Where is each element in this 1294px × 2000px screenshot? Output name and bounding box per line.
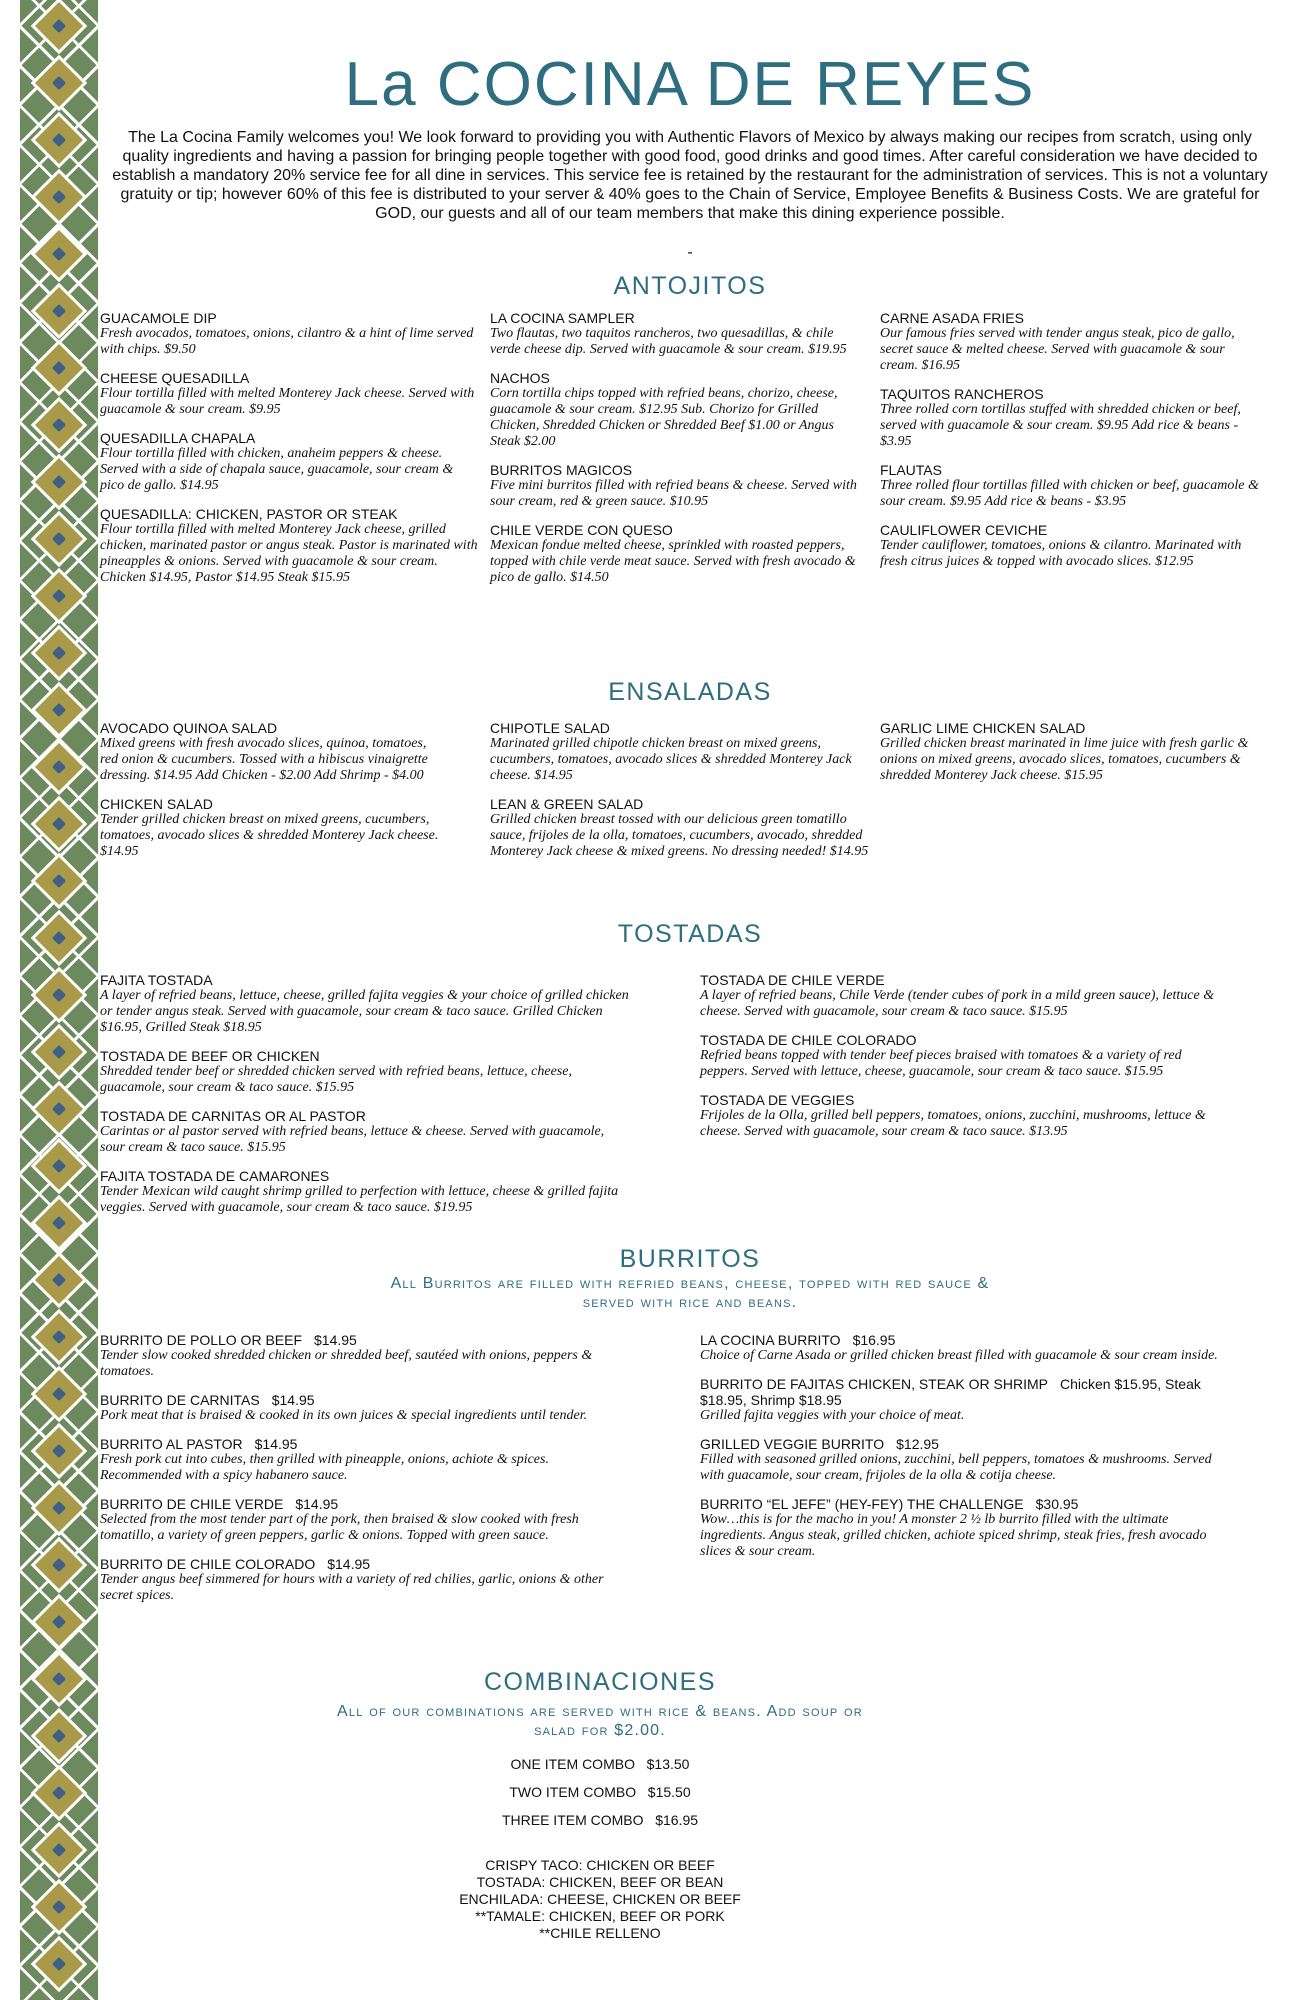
combo-choice: **TAMALE: CHICKEN, BEEF OR PORK (475, 1908, 725, 1924)
menu-item (100, 310, 480, 358)
menu-item-title: QUESADILLA: CHICKEN, PASTOR OR STEAK (100, 506, 398, 522)
menu-item-title: CHICKEN SALAD (100, 796, 213, 812)
menu-item (490, 310, 865, 358)
menu-item-title: FAJITA TOSTADA (100, 972, 213, 988)
menu-item (100, 796, 440, 860)
restaurant-title: La COCINA DE REYES (344, 50, 1036, 119)
menu-item-description: Pork meat that is braised & cooked in its own juices & special ingredients until tender. (100, 1408, 588, 1423)
menu-item (700, 1092, 1230, 1140)
border-tile (31, 1138, 88, 1195)
menu-item (100, 1556, 610, 1604)
menu-item-title: TOSTADA DE CARNITAS OR AL PASTOR (100, 1108, 366, 1124)
menu-item (700, 1496, 1230, 1560)
combo-list (10, 1756, 1190, 1840)
section-title-ensaladas: ENSALADAS (608, 678, 772, 706)
intro-paragraph: The La Cocina Family welcomes you! We look forward to providing you with Authentic Flavors of Mexico by always making our recipes from scratch, using only quality ingredients and having a passion for bringing people together with good food, good drinks and good times. After careful consideration we have decided to establish a mandatory 20% service fee for all dine in services. This service fee is retained by the restaurant for the administration of services. This is not a voluntary gratuity or tip; however 60% of this fee is distributed to your server & 40% goes to the Chain of Service, Employee Benefits & Business Costs. We are grateful for GOD, our guests and all of our team members that make this dining experience possible. (112, 129, 1268, 222)
menu-item-price: $14.95 (254, 1436, 298, 1452)
menu-item-title: LEAN & GREEN SALAD (490, 796, 644, 812)
border-tile (31, 625, 88, 682)
antojitos-column-1 (100, 310, 480, 598)
combo-item (10, 1784, 1190, 1801)
menu-item-title: BURRITO DE POLLO OR BEEF (100, 1332, 303, 1348)
menu-item (700, 1032, 1230, 1080)
menu-item (880, 720, 1265, 784)
combinaciones-subtitle: All of our combinations are served with rice & beans. Add soup or salad for $2.00. (337, 1703, 863, 1739)
menu-item (100, 506, 480, 586)
menu-item (100, 370, 480, 418)
menu-item-name (700, 1092, 1230, 1108)
menu-item-description: Carintas or al pastor served with refried beans, lettuce & cheese. Served with guacamole, sour cream & taco sauce. $15.95 (100, 1124, 605, 1155)
border-tile (31, 340, 88, 397)
menu-item (490, 720, 870, 784)
border-tile (31, 853, 88, 910)
menu-item-name (100, 796, 440, 812)
menu-item-title: BURRITO DE FAJITAS CHICKEN, STEAK OR SHRIMP (700, 1376, 1048, 1392)
menu-item-price: $14.95 (271, 1392, 315, 1408)
tostadas-column-2 (700, 972, 1230, 1152)
border-tile (31, 1423, 88, 1480)
combo-label: TWO ITEM COMBO (509, 1784, 637, 1800)
menu-item (880, 462, 1265, 510)
menu-item-name (880, 522, 1265, 538)
menu-item (700, 972, 1230, 1020)
menu-item-name (100, 370, 480, 386)
menu-item-description: Refried beans topped with tender beef pieces braised with tomatoes & a variety of red peppers. Served with lettuce, cheese, guacamole, sour cream & taco sauce. $15.95 (700, 1048, 1182, 1079)
tostadas-column-1 (100, 972, 630, 1228)
menu-item-price: Chicken $15.95, Steak $18.95, Shrimp $18.95 (700, 1376, 1201, 1408)
menu-item-name (880, 720, 1265, 736)
menu-item-description: Flour tortilla filled with chicken, anaheim peppers & cheese. Served with a side of chapala sauce, guacamole, sour cream & pico de gallo. $14.95 (100, 446, 454, 493)
combo-price: $15.50 (647, 1784, 691, 1800)
menu-item-description: Five mini burritos filled with refried beans & cheese. Served with sour cream, red & green sauce. $10.95 (490, 478, 857, 509)
menu-item-price: $16.95 (852, 1332, 896, 1348)
border-tile (31, 283, 88, 340)
menu-item-title: BURRITO “EL JEFE” (HEY-FEY) THE CHALLENGE (700, 1496, 1024, 1512)
menu-item-description: Shredded tender beef or shredded chicken served with refried beans, lettuce, cheese, guacamole, sour cream & taco sauce. $15.95 (100, 1064, 572, 1095)
menu-item-description: Filled with seasoned grilled onions, zucchini, bell peppers, tomatoes & mushrooms. Served with guacamole, sour cream, frijoles de la olla & cotija cheese. (700, 1452, 1212, 1483)
menu-item (700, 1436, 1230, 1484)
combo-label: ONE ITEM COMBO (510, 1756, 635, 1772)
border-tile (31, 454, 88, 511)
menu-item-title: TAQUITOS RANCHEROS (880, 386, 1044, 402)
border-tile (31, 967, 88, 1024)
menu-item-name (700, 1376, 1230, 1408)
menu-item-name (700, 1436, 1230, 1452)
ensaladas-column-1 (100, 720, 440, 872)
divider-dash: - (687, 244, 693, 261)
border-tile (31, 511, 88, 568)
menu-item (100, 1496, 610, 1544)
border-tile (31, 796, 88, 853)
menu-item-title: LA COCINA BURRITO (700, 1332, 841, 1348)
menu-item-description: Three rolled corn tortillas stuffed with shredded chicken or beef, served with guacamole & sour cream. $9.95 Add rice & beans - $3.95 (880, 402, 1241, 449)
menu-item-title: BURRITO AL PASTOR (100, 1436, 243, 1452)
combo-price: $16.95 (655, 1812, 699, 1828)
section-title-combinaciones: COMBINACIONES (483, 1668, 717, 1696)
menu-item-name (700, 1496, 1230, 1512)
menu-item-name (100, 1496, 610, 1512)
menu-item-description: Tender Mexican wild caught shrimp grilled to perfection with lettuce, cheese & grilled fajita veggies. Served with guacamole, sour cream & taco sauce. $19.95 (100, 1184, 619, 1215)
antojitos-column-2 (490, 310, 865, 598)
menu-item-name (700, 1332, 1230, 1348)
burritos-subtitle: All Burritos are filled with refried beans, cheese, topped with red sauce & served with rice and beans. (390, 1275, 990, 1311)
menu-item-name (490, 462, 865, 478)
menu-item-title: BURRITO DE CARNITAS (100, 1392, 260, 1408)
menu-item-title: BURRITOS MAGICOS (490, 462, 633, 478)
menu-item (100, 1108, 630, 1156)
border-tile (31, 397, 88, 454)
menu-item-name (490, 522, 865, 538)
menu-item-description: Our famous fries served with tender angus steak, pico de gallo, secret sauce & melted cheese. Served with guacamole & sour cream. $16.95 (880, 326, 1235, 373)
menu-item-price: $12.95 (896, 1436, 939, 1452)
combo-choice: CRISPY TACO: CHICKEN OR BEEF (485, 1857, 715, 1873)
menu-item-name (490, 310, 865, 326)
menu-item-name (100, 1436, 610, 1452)
combo-item (10, 1812, 1190, 1829)
combo-choice: TOSTADA: CHICKEN, BEEF OR BEAN (476, 1874, 724, 1890)
menu-item-description: A layer of refried beans, lettuce, cheese, grilled fajita veggies & your choice of grilled chicken or tender angus steak. Served with guacamole, sour cream & taco sauce. Grilled Chicken $16.95, Grilled Steak $18.95 (100, 988, 629, 1035)
menu-item-description: A layer of refried beans, Chile Verde (tender cubes of pork in a mild green sauce), lettuce & cheese. Served with guacamole, sour cream & taco sauce. $15.95 (700, 988, 1215, 1019)
menu-item-title: CARNE ASADA FRIES (880, 310, 1024, 326)
menu-item-description: Choice of Carne Asada or grilled chicken breast filled with guacamole & sour cream inside. (700, 1348, 1218, 1363)
menu-item-description: Selected from the most tender part of the pork, then braised & slow cooked with fresh tomatillo, a variety of green peppers, garlic & onions. Topped with green sauce. (100, 1512, 579, 1543)
border-tile (31, 1537, 88, 1594)
menu-item-title: CHIPOTLE SALAD (490, 720, 610, 736)
menu-item-description: Frijoles de la Olla, grilled bell peppers, tomatoes, onions, zucchini, mushrooms, lettuce & cheese. Served with guacamole, sour cream & taco sauce. $13.95 (700, 1108, 1206, 1139)
menu-item-title: FLAUTAS (880, 462, 942, 478)
combo-label: THREE ITEM COMBO (501, 1812, 644, 1828)
menu-item (490, 462, 865, 510)
border-tile (31, 1195, 88, 1252)
border-tile (31, 910, 88, 967)
menu-item-price: $14.95 (314, 1332, 357, 1348)
menu-item-description: Flour tortilla filled with melted Monterey Jack cheese, grilled chicken, marinated pastor or angus steak. Pastor is marinated with pineapples & onions. Served with guacamole & sour cream. Chicken $14.95, Pastor $14.95 Steak $15.95 (100, 522, 478, 585)
border-tile (31, 739, 88, 796)
menu-item (490, 796, 870, 860)
menu-item-name (700, 972, 1230, 988)
menu-item-description: Wow…this is for the macho in you! A monster 2 ½ lb burrito filled with the ultimate ingredients. Angus steak, grilled chicken, achiote spiced shrimp, steak fries, fresh avocado slices & sour cream. (700, 1512, 1207, 1559)
border-tile (31, 226, 88, 283)
combo-choice: ENCHILADA: CHEESE, CHICKEN OR BEEF (459, 1891, 741, 1907)
menu-item-name (490, 720, 870, 736)
antojitos-column-3 (880, 310, 1265, 582)
border-tile (31, 1936, 88, 1993)
menu-item-name (100, 1168, 630, 1184)
menu-item-description: Marinated grilled chipotle chicken breast on mixed greens, cucumbers, tomatoes, avocado slices & shredded Monterey Jack cheese. $14.95 (490, 736, 852, 783)
menu-item-description: Grilled chicken breast tossed with our delicious green tomatillo sauce, frijoles de la olla, tomatoes, cucumbers, avocado, shredded Monterey Jack cheese & mixed greens. No dressing needed! $14.95 (490, 812, 869, 859)
menu-item-description: Tender slow cooked shredded chicken or shredded beef, sautéed with onions, peppers & tomatoes. (100, 1348, 593, 1379)
section-title-burritos: BURRITOS (619, 1245, 761, 1273)
menu-item (700, 1376, 1230, 1424)
border-tile (31, 1366, 88, 1423)
menu-item (880, 386, 1265, 450)
menu-item-title: TOSTADA DE BEEF OR CHICKEN (100, 1048, 320, 1064)
border-tile (31, 1024, 88, 1081)
menu-item-description: Grilled fajita veggies with your choice of meat. (700, 1408, 965, 1423)
menu-item (100, 972, 630, 1036)
menu-item-title: CAULIFLOWER CEVICHE (880, 522, 1048, 538)
border-tile (31, 0, 88, 54)
menu-item-description: Tender angus beef simmered for hours with a variety of red chilies, garlic, onions & other secret spices. (100, 1572, 604, 1603)
menu-item-name (490, 370, 865, 386)
menu-item-title: GRILLED VEGGIE BURRITO (700, 1436, 885, 1452)
burritos-column-2 (700, 1332, 1230, 1572)
menu-item-title: TOSTADA DE VEGGIES (700, 1092, 855, 1108)
menu-item-name (100, 1048, 630, 1064)
decorative-tile-border (20, 0, 98, 2000)
menu-item-name (100, 430, 480, 446)
menu-item (490, 370, 865, 450)
menu-item-title: BURRITO DE CHILE COLORADO (100, 1556, 316, 1572)
menu-item-name (490, 796, 870, 812)
menu-item-name (100, 1392, 610, 1408)
border-tile (31, 568, 88, 625)
menu-item-description: Three rolled flour tortillas filled with chicken or beef, guacamole & sour cream. $9.95 Add rice & beans - $3.95 (880, 478, 1259, 509)
border-tile (31, 1309, 88, 1366)
menu-item (880, 522, 1265, 570)
menu-item-description: Grilled chicken breast marinated in lime juice with fresh garlic & onions on mixed greens, avocado slices, tomatoes, cucumbers & shredded Monterey Jack cheese. $15.95 (880, 736, 1249, 783)
menu-item-title: BURRITO DE CHILE VERDE (100, 1496, 284, 1512)
menu-item (100, 1168, 630, 1216)
menu-item-description: Fresh pork cut into cubes, then grilled with pineapple, onions, achiote & spices. Recommended with a spicy habanero sauce. (100, 1452, 549, 1483)
menu-item-title: CHEESE QUESADILLA (100, 370, 250, 386)
combo-choices (10, 1857, 1190, 1942)
combo-item (10, 1756, 1190, 1773)
menu-item (100, 1436, 610, 1484)
menu-item (700, 1332, 1230, 1364)
menu-item (100, 720, 440, 784)
menu-item (100, 1392, 610, 1424)
menu-item-name (100, 1108, 630, 1124)
ensaladas-column-3 (880, 720, 1265, 796)
menu-item-name (880, 386, 1265, 402)
section-title-tostadas: TOSTADAS (617, 920, 763, 948)
menu-item-title: GARLIC LIME CHICKEN SALAD (880, 720, 1086, 736)
border-tile (31, 112, 88, 169)
ensaladas-column-2 (490, 720, 870, 872)
menu-item-title: FAJITA TOSTADA DE CAMARONES (100, 1168, 330, 1184)
menu-item-description: Fresh avocados, tomatoes, onions, cilantro & a hint of lime served with chips. $9.50 (100, 326, 474, 357)
menu-item-price: $14.95 (327, 1556, 371, 1572)
menu-item-description: Flour tortilla filled with melted Monterey Jack cheese. Served with guacamole & sour cream. $9.95 (100, 386, 475, 417)
border-tile (31, 169, 88, 226)
menu-item-price: $30.95 (1035, 1496, 1079, 1512)
menu-item-description: Tender grilled chicken breast on mixed greens, cucumbers, tomatoes, avocado slices & shredded Monterey Jack cheese. $14.95 (100, 812, 439, 859)
menu-item-title: LA COCINA SAMPLER (490, 310, 635, 326)
menu-item-name (100, 972, 630, 988)
combo-price: $13.50 (646, 1756, 690, 1772)
menu-item-name (100, 310, 480, 326)
menu-item-description: Mexican fondue melted cheese, sprinkled with roasted peppers, topped with chile verde meat sauce. Served with fresh avocado & pico de gallo. $14.50 (490, 538, 856, 585)
border-tile (31, 1081, 88, 1138)
menu-item-description: Tender cauliflower, tomatoes, onions & cilantro. Marinated with fresh citrus juices & topped with avocado slices. $12.95 (880, 538, 1242, 569)
menu-item (490, 522, 865, 586)
combo-choice: **CHILE RELLENO (539, 1925, 661, 1941)
menu-item-title: GUACAMOLE DIP (100, 310, 217, 326)
menu-item-name (100, 720, 440, 736)
menu-item-name (100, 1556, 610, 1572)
menu-item (100, 1048, 630, 1096)
menu-item-title: QUESADILLA CHAPALA (100, 430, 256, 446)
menu-item-description: Corn tortilla chips topped with refried beans, chorizo, cheese, guacamole & sour cream. $12.95 Sub. Chorizo for Grilled Chicken, Shredded Chicken or Shredded Beef $1.00 or Angus Steak $2.00 (490, 386, 838, 449)
menu-item-name (880, 462, 1265, 478)
menu-item-name (880, 310, 1265, 326)
border-tile (31, 682, 88, 739)
menu-item-price: $14.95 (295, 1496, 339, 1512)
burritos-column-1 (100, 1332, 610, 1616)
menu-item-description: Mixed greens with fresh avocado slices, quinoa, tomatoes, red onion & cucumbers. Tossed with a hibiscus vinaigrette dressing. $14.95 Add Chicken - $2.00 Add Shrimp - $4.00 (100, 736, 428, 783)
border-tile (31, 55, 88, 112)
border-tile (31, 1252, 88, 1309)
menu-item-name (100, 1332, 610, 1348)
menu-item (100, 1332, 610, 1380)
border-tile (31, 1594, 88, 1651)
menu-item (880, 310, 1265, 374)
menu-item-title: AVOCADO QUINOA SALAD (100, 720, 278, 736)
menu-item-description: Two flautas, two taquitos rancheros, two quesadillas, & chile verde cheese dip. Served with guacamole & sour cream. $19.95 (490, 326, 847, 357)
menu-item-title: CHILE VERDE CON QUESO (490, 522, 673, 538)
menu-item-name (700, 1032, 1230, 1048)
menu-item-name (100, 506, 480, 522)
menu-item-title: TOSTADA DE CHILE COLORADO (700, 1032, 917, 1048)
menu-item (100, 430, 480, 494)
border-tile (31, 1480, 88, 1537)
menu-item-title: NACHOS (490, 370, 550, 386)
section-title-antojitos: ANTOJITOS (613, 272, 767, 300)
menu-item-title: TOSTADA DE CHILE VERDE (700, 972, 885, 988)
